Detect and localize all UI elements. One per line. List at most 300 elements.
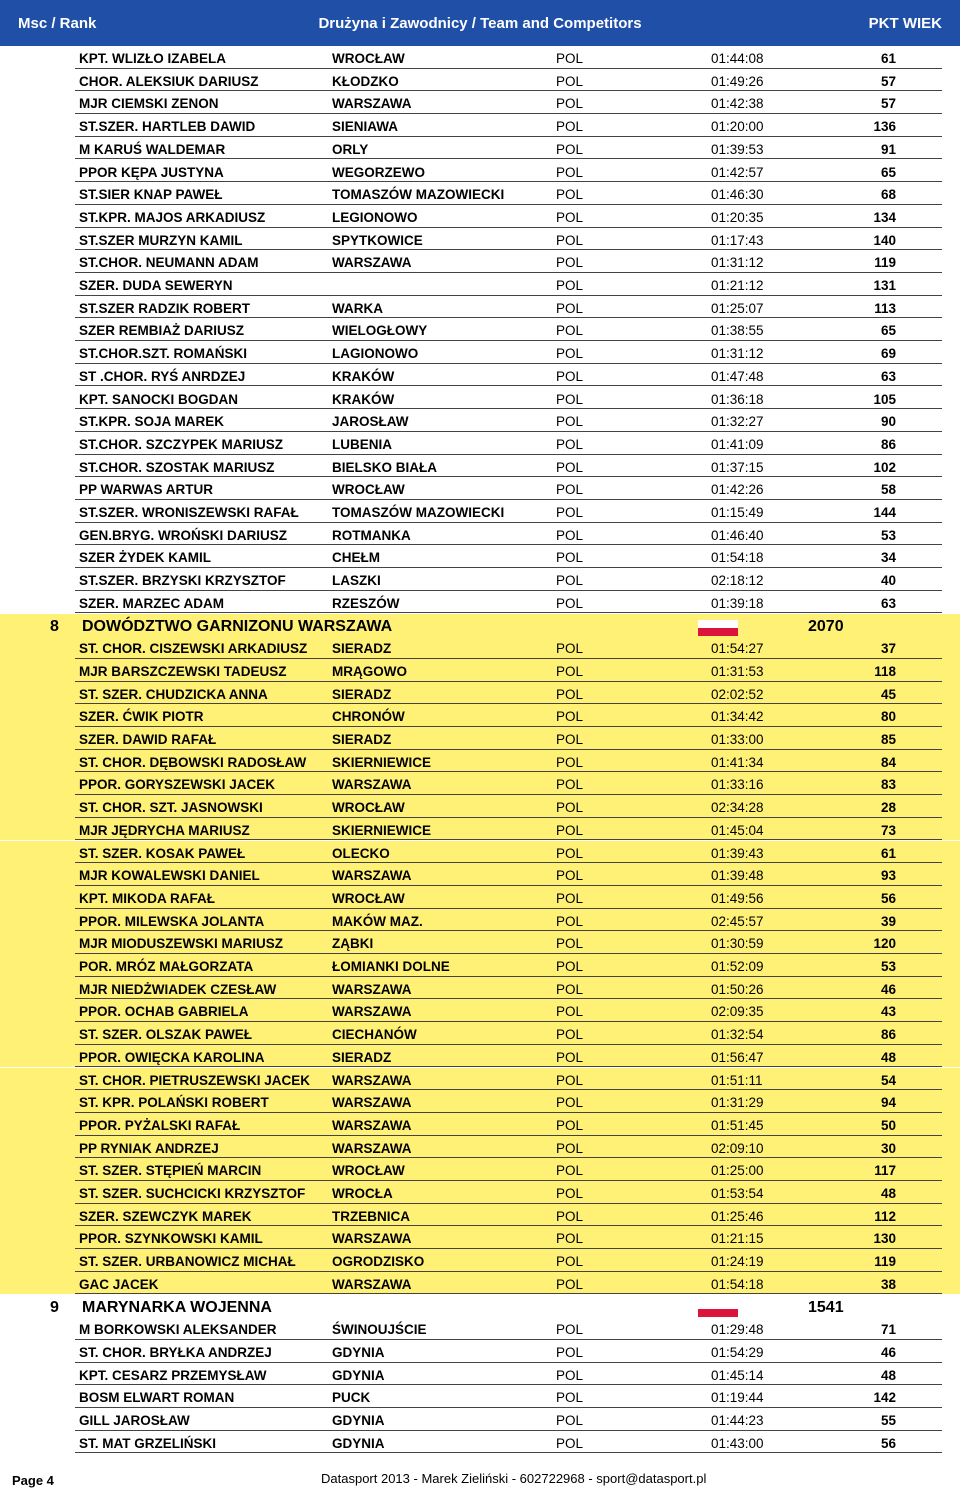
competitor-time: 01:51:11 bbox=[711, 1072, 763, 1088]
competitor-nationality: POL bbox=[556, 1140, 584, 1156]
competitor-name: ST.CHOR. SZOSTAK MARIUSZ bbox=[79, 459, 275, 475]
competitor-points: 144 bbox=[873, 505, 896, 520]
competitor-row bbox=[0, 591, 960, 614]
competitor-name: GEN.BRYG. WROŃSKI DARIUSZ bbox=[79, 527, 288, 543]
competitor-row bbox=[0, 318, 960, 341]
competitor-city: WARSZAWA bbox=[332, 777, 412, 793]
competitor-nationality: POL bbox=[556, 1117, 584, 1133]
competitor-name: ST. SZER. STĘPIEŃ MARCIN bbox=[79, 1163, 262, 1179]
competitor-points: 39 bbox=[880, 913, 896, 929]
competitor-time: 01:49:26 bbox=[711, 73, 764, 89]
competitor-row bbox=[0, 160, 960, 183]
competitor-nationality: POL bbox=[556, 573, 584, 589]
competitor-nationality: POL bbox=[556, 1413, 584, 1428]
competitor-points: 53 bbox=[880, 527, 896, 543]
competitor-points: 119 bbox=[874, 255, 896, 271]
competitor-time: 02:02:52 bbox=[711, 686, 764, 702]
row-divider bbox=[75, 1452, 942, 1453]
competitor-time: 01:45:04 bbox=[711, 822, 764, 838]
competitor-points: 46 bbox=[880, 981, 896, 997]
competitor-row bbox=[0, 545, 960, 568]
competitor-city: WARSZAWA bbox=[332, 1276, 412, 1292]
competitor-city: LAGIONOWO bbox=[332, 346, 419, 362]
competitor-city: CHRONÓW bbox=[332, 709, 405, 725]
competitor-time: 01:51:45 bbox=[711, 1117, 764, 1133]
competitor-points: 118 bbox=[874, 663, 896, 679]
competitor-time: 01:54:29 bbox=[711, 1344, 764, 1360]
competitor-city: SIERADZ bbox=[332, 1049, 392, 1065]
competitor-row bbox=[0, 795, 960, 818]
competitor-name: SZER ŻYDEK KAMIL bbox=[79, 550, 212, 566]
team-rank: 8 bbox=[50, 617, 59, 635]
competitor-name: ST. KPR. POLAŃSKI ROBERT bbox=[79, 1095, 269, 1111]
competitor-time: 01:46:40 bbox=[711, 527, 764, 543]
competitor-city: LUBENIA bbox=[332, 436, 392, 452]
competitor-nationality: POL bbox=[556, 1322, 584, 1338]
competitor-points: 90 bbox=[880, 414, 896, 430]
poland-flag-icon bbox=[698, 620, 738, 636]
team-name: DOWÓDZTWO GARNIZONU WARSZAWA bbox=[82, 617, 393, 635]
competitor-name: ST. CHOR. PIETRUSZEWSKI JACEK bbox=[79, 1072, 311, 1088]
competitor-row bbox=[0, 1136, 960, 1159]
competitor-time: 01:19:44 bbox=[711, 1390, 764, 1406]
competitor-time: 01:42:57 bbox=[711, 164, 764, 180]
competitor-name: ST. SZER. KOSAK PAWEŁ bbox=[79, 845, 246, 861]
competitor-points: 63 bbox=[880, 368, 896, 384]
competitor-name: PPOR. GORYSZEWSKI JACEK bbox=[79, 777, 276, 793]
competitor-name: ST.SIER KNAP PAWEŁ bbox=[79, 187, 223, 203]
competitor-time: 01:49:56 bbox=[711, 890, 764, 906]
competitor-row bbox=[0, 999, 960, 1022]
competitor-city: SIERADZ bbox=[332, 686, 392, 702]
competitor-points: 140 bbox=[873, 232, 896, 248]
competitor-points: 136 bbox=[873, 119, 896, 135]
competitor-row bbox=[0, 477, 960, 500]
competitor-points: 48 bbox=[880, 1049, 896, 1065]
competitor-points: 69 bbox=[880, 346, 896, 362]
competitor-points: 83 bbox=[880, 777, 896, 793]
competitor-nationality: POL bbox=[556, 1208, 584, 1224]
competitor-name: MJR MIODUSZEWSKI MARIUSZ bbox=[79, 936, 283, 952]
competitor-nationality: POL bbox=[556, 278, 584, 293]
competitor-time: 01:46:30 bbox=[711, 187, 764, 203]
competitor-points: 68 bbox=[880, 187, 896, 203]
competitor-city: SIENIAWA bbox=[332, 119, 399, 135]
competitor-city: BIELSKO BIAŁA bbox=[332, 459, 438, 475]
competitor-nationality: POL bbox=[556, 119, 584, 135]
competitor-row bbox=[0, 1408, 960, 1431]
competitor-city: JAROSŁAW bbox=[332, 414, 409, 430]
competitor-points: 105 bbox=[873, 391, 896, 407]
competitor-time: 01:32:54 bbox=[711, 1027, 764, 1043]
team-name: MARYNARKA WOJENNA bbox=[82, 1298, 272, 1316]
competitor-time: 01:43:00 bbox=[711, 1435, 764, 1451]
competitor-name: ST. CHOR. DĘBOWSKI RADOSŁAW bbox=[79, 754, 307, 770]
competitor-row bbox=[0, 1068, 960, 1091]
competitor-nationality: POL bbox=[556, 300, 584, 316]
competitor-name: PPOR. OCHAB GABRIELA bbox=[79, 1004, 249, 1020]
competitor-nationality: POL bbox=[556, 527, 584, 543]
competitor-city: SKIERNIEWICE bbox=[332, 822, 432, 838]
competitor-row bbox=[0, 296, 960, 319]
competitor-city: WARSZAWA bbox=[332, 981, 412, 997]
competitor-nationality: POL bbox=[556, 686, 584, 702]
competitor-name: ST. SZER. CHUDZICKA ANNA bbox=[79, 686, 268, 702]
competitor-city: WARSZAWA bbox=[332, 1140, 412, 1156]
competitor-nationality: POL bbox=[556, 1163, 584, 1179]
competitor-row bbox=[0, 1317, 960, 1340]
competitor-time: 01:31:12 bbox=[711, 255, 764, 271]
competitor-points: 38 bbox=[880, 1276, 896, 1292]
competitor-city: GDYNIA bbox=[332, 1367, 385, 1383]
competitor-points: 117 bbox=[874, 1163, 896, 1179]
competitor-time: 01:31:29 bbox=[711, 1095, 764, 1111]
competitor-nationality: POL bbox=[556, 822, 584, 838]
competitor-city: GDYNIA bbox=[332, 1344, 385, 1360]
competitor-row bbox=[0, 954, 960, 977]
competitor-nationality: POL bbox=[556, 164, 584, 180]
competitor-row bbox=[0, 205, 960, 228]
competitor-points: 119 bbox=[874, 1254, 896, 1270]
competitor-name: POR. MRÓZ MAŁGORZATA bbox=[79, 959, 254, 974]
competitor-name: KPT. WLIZŁO IZABELA bbox=[79, 51, 226, 66]
competitor-nationality: POL bbox=[556, 913, 584, 929]
competitor-time: 01:29:48 bbox=[711, 1322, 764, 1338]
competitor-row bbox=[0, 977, 960, 1000]
competitor-points: 56 bbox=[880, 1435, 896, 1451]
competitor-points: 112 bbox=[874, 1208, 896, 1224]
competitor-row bbox=[0, 341, 960, 364]
competitor-name: SZER. ĆWIK PIOTR bbox=[79, 709, 204, 725]
competitor-city: WROCŁAW bbox=[332, 890, 405, 906]
competitor-city: WARSZAWA bbox=[332, 96, 412, 112]
competitor-row bbox=[0, 1113, 960, 1136]
competitor-nationality: POL bbox=[556, 459, 584, 475]
competitor-time: 02:09:10 bbox=[711, 1140, 764, 1156]
competitor-nationality: POL bbox=[556, 1390, 584, 1406]
competitor-row bbox=[0, 636, 960, 659]
competitor-time: 01:56:47 bbox=[711, 1049, 764, 1065]
competitor-name: GAC JACEK bbox=[79, 1276, 159, 1292]
competitor-points: 73 bbox=[880, 822, 896, 838]
competitor-nationality: POL bbox=[556, 73, 584, 89]
competitor-points: 91 bbox=[880, 141, 896, 157]
competitor-points: 40 bbox=[880, 573, 896, 589]
competitor-city: MAKÓW MAZ. bbox=[332, 913, 423, 929]
competitor-time: 01:25:07 bbox=[711, 300, 764, 316]
competitor-name: SZER. DAWID RAFAŁ bbox=[79, 732, 217, 747]
competitor-time: 01:39:18 bbox=[711, 595, 764, 611]
competitor-city: RZESZÓW bbox=[332, 595, 400, 611]
competitor-points: 63 bbox=[880, 595, 896, 611]
competitor-name: GILL JAROSŁAW bbox=[79, 1413, 190, 1428]
competitor-points: 57 bbox=[880, 96, 896, 112]
competitor-points: 131 bbox=[873, 278, 896, 293]
competitor-points: 50 bbox=[880, 1117, 896, 1133]
competitor-row bbox=[0, 1045, 960, 1068]
competitor-name: SZER REMBIAŻ DARIUSZ bbox=[79, 323, 244, 339]
competitor-time: 01:33:16 bbox=[711, 777, 764, 793]
competitor-nationality: POL bbox=[556, 232, 584, 248]
competitor-time: 01:42:26 bbox=[711, 482, 764, 498]
competitor-name: MJR NIEDŻWIADEK CZESŁAW bbox=[79, 981, 277, 997]
competitor-nationality: POL bbox=[556, 255, 584, 271]
competitor-row bbox=[0, 455, 960, 478]
competitor-row bbox=[0, 1272, 960, 1295]
competitor-time: 01:31:53 bbox=[711, 663, 764, 679]
competitor-time: 02:45:57 bbox=[711, 913, 764, 929]
competitor-row bbox=[0, 909, 960, 932]
competitor-time: 01:39:48 bbox=[711, 868, 764, 884]
competitor-city: KŁODZKO bbox=[332, 73, 399, 89]
competitor-points: 65 bbox=[880, 323, 896, 339]
competitor-name: ST.KPR. MAJOS ARKADIUSZ bbox=[79, 209, 266, 225]
competitor-row bbox=[0, 1431, 960, 1454]
competitor-time: 01:53:54 bbox=[711, 1186, 764, 1201]
competitor-city: ROTMANKA bbox=[332, 527, 411, 543]
competitor-name: ST.CHOR. SZCZYPEK MARIUSZ bbox=[79, 436, 284, 452]
competitor-points: 86 bbox=[880, 1027, 896, 1043]
competitor-city: CHEŁM bbox=[332, 550, 380, 566]
competitor-city: MRĄGOWO bbox=[332, 663, 407, 679]
competitor-time: 01:36:18 bbox=[711, 391, 764, 407]
competitor-nationality: POL bbox=[556, 209, 584, 225]
competitor-points: 46 bbox=[880, 1344, 896, 1360]
competitor-time: 01:15:49 bbox=[711, 505, 764, 520]
competitor-points: 30 bbox=[880, 1140, 896, 1156]
competitor-city: GDYNIA bbox=[332, 1435, 385, 1451]
header-rank-label: Msc / Rank bbox=[18, 15, 97, 32]
competitor-name: PPOR. PYŻALSKI RAFAŁ bbox=[79, 1117, 241, 1133]
competitor-name: MJR JĘDRYCHA MARIUSZ bbox=[79, 822, 250, 838]
competitor-name: PPOR. OWIĘCKA KAROLINA bbox=[79, 1049, 265, 1065]
competitor-city: LASZKI bbox=[332, 573, 381, 589]
competitor-nationality: POL bbox=[556, 1435, 584, 1451]
competitor-nationality: POL bbox=[556, 414, 584, 430]
competitor-points: 28 bbox=[880, 800, 896, 816]
competitor-name: ST.SZER. HARTLEB DAWID bbox=[79, 119, 256, 135]
competitor-city: WROCŁAW bbox=[332, 482, 405, 498]
competitor-time: 02:34:28 bbox=[711, 800, 764, 816]
competitor-row bbox=[0, 228, 960, 251]
competitor-nationality: POL bbox=[556, 1072, 584, 1088]
competitor-row bbox=[0, 863, 960, 886]
competitor-row bbox=[0, 682, 960, 705]
competitor-points: 93 bbox=[880, 868, 896, 884]
team-rank: 9 bbox=[50, 1298, 59, 1316]
competitor-nationality: POL bbox=[556, 800, 584, 816]
competitor-row bbox=[0, 273, 960, 296]
competitor-city: CIECHANÓW bbox=[332, 1027, 417, 1043]
competitor-row bbox=[0, 1181, 960, 1204]
competitor-nationality: POL bbox=[556, 1095, 584, 1111]
competitor-time: 02:09:35 bbox=[711, 1004, 764, 1020]
competitor-time: 01:42:38 bbox=[711, 96, 764, 112]
competitor-name: ST. SZER. URBANOWICZ MICHAŁ bbox=[79, 1254, 296, 1270]
competitor-row bbox=[0, 364, 960, 387]
competitor-name: SZER. SZEWCZYK MAREK bbox=[79, 1208, 252, 1224]
competitor-nationality: POL bbox=[556, 868, 584, 884]
competitor-points: 142 bbox=[873, 1390, 896, 1406]
competitor-row bbox=[0, 1226, 960, 1249]
competitor-nationality: POL bbox=[556, 754, 584, 770]
competitor-row bbox=[0, 250, 960, 273]
competitor-nationality: POL bbox=[556, 890, 584, 906]
team-header-row bbox=[0, 614, 960, 637]
competitor-time: 01:54:27 bbox=[711, 641, 764, 657]
competitor-row bbox=[0, 46, 960, 69]
competitor-nationality: POL bbox=[556, 505, 584, 520]
competitor-row bbox=[0, 432, 960, 455]
competitor-row bbox=[0, 409, 960, 432]
competitor-nationality: POL bbox=[556, 1254, 584, 1270]
team-header-row bbox=[0, 1295, 960, 1318]
competitor-points: 37 bbox=[880, 641, 896, 657]
competitor-nationality: POL bbox=[556, 1344, 584, 1360]
competitor-city: WEGORZEWO bbox=[332, 164, 425, 180]
competitor-city: OGRODZISKO bbox=[332, 1254, 425, 1270]
competitor-city: TOMASZÓW MAZOWIECKI bbox=[332, 187, 505, 203]
competitor-name: PP RYNIAK ANDRZEJ bbox=[79, 1140, 219, 1156]
competitor-nationality: POL bbox=[556, 959, 584, 974]
competitor-city: WARSZAWA bbox=[332, 255, 412, 271]
competitor-nationality: POL bbox=[556, 845, 584, 861]
team-points: 1541 bbox=[808, 1298, 844, 1316]
competitor-time: 01:30:59 bbox=[711, 936, 764, 952]
competitor-city: WARSZAWA bbox=[332, 1072, 412, 1088]
competitor-nationality: POL bbox=[556, 51, 584, 66]
competitor-city: TRZEBNICA bbox=[332, 1208, 410, 1224]
competitor-city: ŁOMIANKI DOLNE bbox=[332, 959, 450, 974]
competitor-time: 01:20:00 bbox=[711, 119, 764, 135]
competitor-nationality: POL bbox=[556, 436, 584, 452]
competitor-name: BOSM ELWART ROMAN bbox=[79, 1390, 235, 1406]
competitor-name: ST. SZER. OLSZAK PAWEŁ bbox=[79, 1027, 253, 1043]
competitor-row bbox=[0, 772, 960, 795]
competitor-name: ST. MAT GRZELIŃSKI bbox=[79, 1435, 216, 1451]
competitor-nationality: POL bbox=[556, 732, 584, 747]
competitor-nationality: POL bbox=[556, 1367, 584, 1383]
competitor-name: ST.CHOR.SZT. ROMAŃSKI bbox=[79, 346, 248, 362]
competitor-nationality: POL bbox=[556, 187, 584, 203]
competitor-points: 57 bbox=[880, 73, 896, 89]
competitor-row bbox=[0, 523, 960, 546]
competitor-city: PUCK bbox=[332, 1390, 371, 1406]
competitor-row bbox=[0, 931, 960, 954]
competitor-points: 48 bbox=[880, 1367, 896, 1383]
competitor-name: ST .CHOR. RYŚ ANRDZEJ bbox=[79, 368, 246, 384]
competitor-time: 01:38:55 bbox=[711, 323, 764, 339]
competitor-nationality: POL bbox=[556, 1049, 584, 1065]
team-points: 2070 bbox=[808, 617, 844, 635]
competitor-name: ST.SZER RADZIK ROBERT bbox=[79, 300, 251, 316]
competitor-points: 102 bbox=[873, 459, 896, 475]
competitor-city: WROCŁAW bbox=[332, 1163, 405, 1179]
competitor-name: PPOR. MILEWSKA JOLANTA bbox=[79, 913, 265, 929]
competitor-name: KPT. SANOCKI BOGDAN bbox=[79, 391, 239, 407]
competitor-nationality: POL bbox=[556, 1186, 584, 1201]
competitor-points: 45 bbox=[880, 686, 896, 702]
poland-flag-icon bbox=[698, 1301, 738, 1317]
competitor-time: 01:54:18 bbox=[711, 550, 764, 566]
competitor-name: MJR BARSZCZEWSKI TADEUSZ bbox=[79, 663, 287, 679]
competitor-time: 01:34:42 bbox=[711, 709, 764, 725]
competitor-points: 55 bbox=[880, 1413, 896, 1428]
header-title: Drużyna i Zawodnicy / Team and Competitors bbox=[318, 15, 642, 32]
competitor-points: 80 bbox=[880, 709, 896, 725]
competitor-time: 01:41:34 bbox=[711, 754, 764, 770]
competitor-nationality: POL bbox=[556, 323, 584, 339]
competitor-city: LEGIONOWO bbox=[332, 209, 418, 225]
competitor-points: 54 bbox=[880, 1072, 896, 1088]
competitor-points: 58 bbox=[880, 482, 896, 498]
competitor-city: SKIERNIEWICE bbox=[332, 754, 432, 770]
competitor-name: PPOR KĘPA JUSTYNA bbox=[79, 164, 224, 180]
competitor-time: 01:37:15 bbox=[711, 459, 764, 475]
competitor-points: 34 bbox=[880, 550, 896, 566]
competitor-city: KRAKÓW bbox=[332, 391, 395, 407]
competitor-points: 86 bbox=[880, 436, 896, 452]
competitor-points: 85 bbox=[880, 732, 896, 747]
competitor-city: WARSZAWA bbox=[332, 1095, 412, 1111]
competitor-points: 134 bbox=[873, 209, 896, 225]
competitor-points: 130 bbox=[873, 1231, 896, 1247]
competitor-row bbox=[0, 1249, 960, 1272]
competitor-city: SPYTKOWICE bbox=[332, 232, 423, 248]
competitor-row bbox=[0, 704, 960, 727]
competitor-city: GDYNIA bbox=[332, 1413, 385, 1428]
competitor-points: 120 bbox=[873, 936, 896, 952]
competitor-time: 01:39:53 bbox=[711, 141, 764, 157]
competitor-name: CHOR. ALEKSIUK DARIUSZ bbox=[79, 73, 259, 89]
competitor-time: 01:44:23 bbox=[711, 1413, 764, 1428]
competitor-city: KRAKÓW bbox=[332, 368, 395, 384]
competitor-nationality: POL bbox=[556, 1231, 584, 1247]
competitor-points: 113 bbox=[874, 300, 896, 316]
competitor-name: MJR KOWALEWSKI DANIEL bbox=[79, 868, 260, 884]
competitor-name: SZER. MARZEC ADAM bbox=[79, 595, 224, 611]
competitor-points: 84 bbox=[880, 754, 896, 770]
competitor-nationality: POL bbox=[556, 141, 584, 157]
competitor-city: ORLY bbox=[332, 141, 369, 157]
competitor-row bbox=[0, 500, 960, 523]
competitor-name: ST. CHOR. SZT. JASNOWSKI bbox=[79, 800, 263, 816]
competitor-nationality: POL bbox=[556, 550, 584, 566]
competitor-name: ST. SZER. SUCHCICKI KRZYSZTOF bbox=[79, 1186, 306, 1201]
competitor-city: SIERADZ bbox=[332, 641, 392, 657]
competitor-name: ST.SZER. BRZYSKI KRZYSZTOF bbox=[79, 573, 286, 589]
competitor-row bbox=[0, 1385, 960, 1408]
competitor-points: 43 bbox=[880, 1004, 896, 1020]
competitor-nationality: POL bbox=[556, 641, 584, 657]
competitor-row bbox=[0, 182, 960, 205]
competitor-city: SIERADZ bbox=[332, 732, 392, 747]
competitor-name: KPT. MIKODA RAFAŁ bbox=[79, 890, 215, 906]
competitor-city: WROCŁA bbox=[332, 1186, 393, 1201]
competitor-time: 01:33:00 bbox=[711, 732, 764, 747]
competitor-time: 01:50:26 bbox=[711, 981, 764, 997]
competitor-points: 71 bbox=[880, 1322, 896, 1338]
competitor-nationality: POL bbox=[556, 391, 584, 407]
competitor-name: PPOR. SZYNKOWSKI KAMIL bbox=[79, 1231, 263, 1247]
competitor-time: 01:39:43 bbox=[711, 845, 764, 861]
competitor-row bbox=[0, 750, 960, 773]
competitor-name: SZER. DUDA SEWERYN bbox=[79, 278, 233, 293]
competitor-city: WARSZAWA bbox=[332, 1117, 412, 1133]
competitor-points: 65 bbox=[880, 164, 896, 180]
competitor-row bbox=[0, 137, 960, 160]
competitor-city: ZĄBKI bbox=[332, 936, 374, 952]
